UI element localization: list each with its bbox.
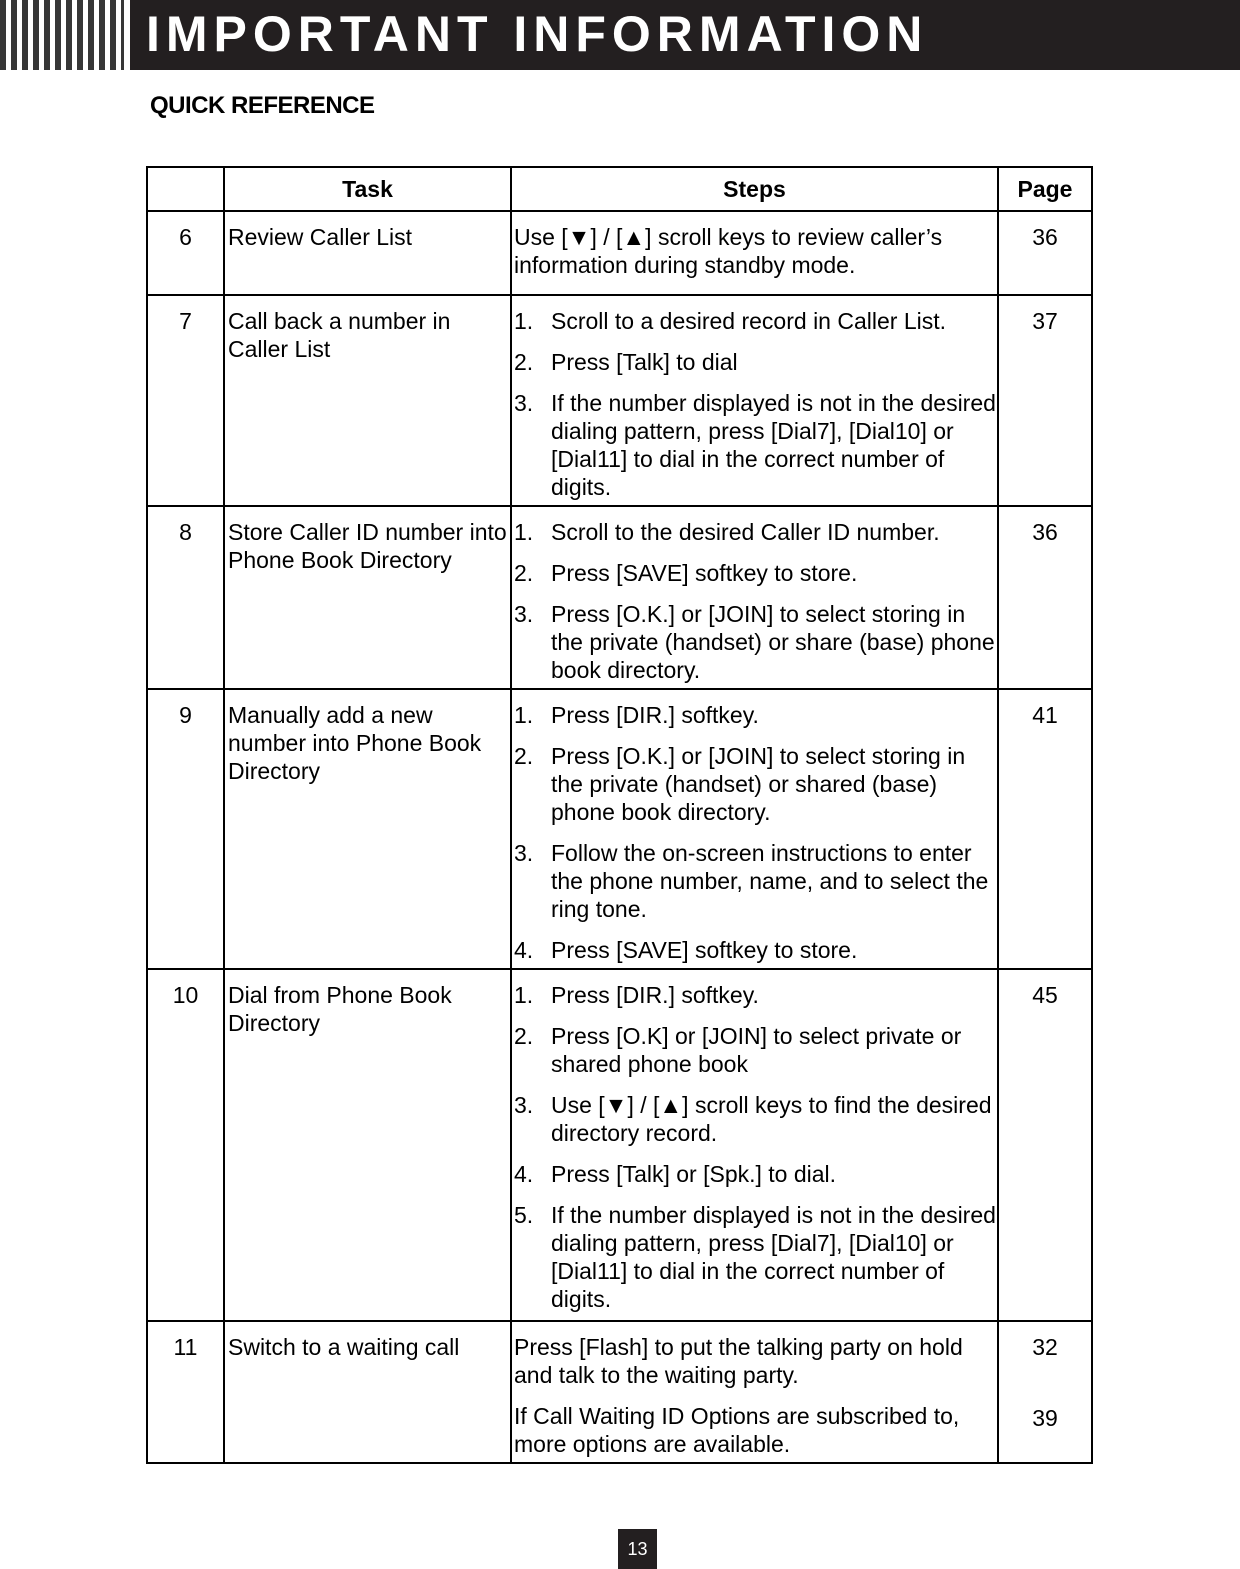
- header-pattern-decoration: [0, 0, 124, 70]
- step-number: 3.: [514, 601, 534, 627]
- table-row: [147, 506, 1092, 689]
- step-number: 4.: [514, 937, 534, 963]
- page-reference: 45: [1032, 982, 1058, 1008]
- column-header-page: Page: [998, 167, 1092, 211]
- step-item: [514, 1091, 997, 1147]
- page-cell: [998, 211, 1092, 295]
- page-reference: 39: [1032, 1405, 1058, 1431]
- page-reference: 41: [1032, 702, 1058, 728]
- step-number: 2.: [514, 349, 534, 375]
- task-cell: Review Caller List: [224, 211, 511, 295]
- step-paragraph: Use [▼] / [▲] scroll keys to review caller’s information during standby mode.: [514, 224, 943, 278]
- table-row: [147, 211, 1092, 295]
- step-paragraph: Press [Flash] to put the talking party on hold and talk to the waiting party.: [514, 1334, 963, 1388]
- table-row: [147, 689, 1092, 969]
- table-row: [147, 295, 1092, 506]
- step-text: Press [DIR.] softkey.: [551, 702, 759, 728]
- steps-cell: [511, 1321, 998, 1463]
- step-number: 1.: [514, 982, 534, 1008]
- step-number: 3.: [514, 390, 534, 416]
- step-item: [514, 600, 997, 684]
- step-number: 1.: [514, 702, 534, 728]
- row-number: 8: [147, 506, 224, 689]
- step-number: 3.: [514, 1092, 534, 1118]
- step-item: [514, 981, 997, 1009]
- step-number: 4.: [514, 1161, 534, 1187]
- step-number: 3.: [514, 840, 534, 866]
- table-row: [147, 969, 1092, 1321]
- page-cell: [998, 1321, 1092, 1463]
- page-cell: [998, 506, 1092, 689]
- step-text: Press [Talk] or [Spk.] to dial.: [551, 1161, 837, 1187]
- step-text: Press [DIR.] softkey.: [551, 982, 759, 1008]
- quick-reference-table: [146, 166, 1093, 1464]
- step-text: If the number displayed is not in the desired dialing pattern, press [Dial7], [Dial10] or [Dial11] to dial in the correct number of digits.: [551, 390, 996, 500]
- task-cell: Switch to a waiting call: [224, 1321, 511, 1463]
- steps-cell: [511, 211, 998, 295]
- steps-cell: [511, 969, 998, 1321]
- step-text: Scroll to the desired Caller ID number.: [551, 519, 940, 545]
- step-text: Press [Talk] to dial: [551, 349, 738, 375]
- step-paragraph: If Call Waiting ID Options are subscribed to, more options are available.: [514, 1403, 960, 1457]
- page-reference: 32: [1032, 1334, 1058, 1360]
- step-item: [514, 936, 997, 964]
- step-text: Scroll to a desired record in Caller List.: [551, 308, 946, 334]
- footer-page-number: 13: [618, 1529, 657, 1569]
- step-text: Follow the on-screen instructions to enter the phone number, name, and to select the ring tone.: [551, 840, 989, 922]
- row-number: 6: [147, 211, 224, 295]
- step-number: 1.: [514, 308, 534, 334]
- step-number: 1.: [514, 519, 534, 545]
- steps-cell: [511, 506, 998, 689]
- task-cell: Dial from Phone Book Directory: [224, 969, 511, 1321]
- page-cell: [998, 295, 1092, 506]
- page-cell: [998, 689, 1092, 969]
- step-item: [514, 389, 997, 501]
- section-title: QUICK REFERENCE: [150, 92, 375, 119]
- step-text: Use [▼] / [▲] scroll keys to find the desired directory record.: [551, 1092, 992, 1146]
- table-header-row: [147, 167, 1092, 211]
- step-number: 2.: [514, 743, 534, 769]
- step-text: If the number displayed is not in the desired dialing pattern, press [Dial7], [Dial10] or [Dial11] to dial in the correct number of digits.: [551, 1202, 996, 1312]
- step-item: [514, 839, 997, 923]
- table-body: [147, 211, 1092, 1463]
- step-number: 2.: [514, 1023, 534, 1049]
- steps-cell: [511, 689, 998, 969]
- step-item: [514, 518, 997, 546]
- page-reference: 36: [1032, 224, 1058, 250]
- step-text: Press [SAVE] softkey to store.: [551, 560, 858, 586]
- step-item: [514, 701, 997, 729]
- step-number: 5.: [514, 1202, 534, 1228]
- column-header-number: [147, 167, 224, 211]
- task-cell: Store Caller ID number into Phone Book Directory: [224, 506, 511, 689]
- step-text: Press [O.K.] or [JOIN] to select storing in the private (handset) or shared (base) phone book directory.: [551, 743, 966, 825]
- task-cell: Manually add a new number into Phone Book Directory: [224, 689, 511, 969]
- step-item: [514, 1022, 997, 1078]
- row-number: 7: [147, 295, 224, 506]
- header-bar: [130, 0, 1240, 70]
- page-reference: 36: [1032, 519, 1058, 545]
- step-item: [514, 742, 997, 826]
- row-number: 9: [147, 689, 224, 969]
- step-number: 2.: [514, 560, 534, 586]
- task-cell: Call back a number in Caller List: [224, 295, 511, 506]
- row-number: 11: [147, 1321, 224, 1463]
- step-item: [514, 307, 997, 335]
- step-text: Press [O.K.] or [JOIN] to select storing in the private (handset) or share (base) phone book directory.: [551, 601, 995, 683]
- page-reference: 37: [1032, 308, 1058, 334]
- row-number: 10: [147, 969, 224, 1321]
- step-text: Press [O.K] or [JOIN] to select private or shared phone book: [551, 1023, 962, 1077]
- page-cell: [998, 969, 1092, 1321]
- step-item: [514, 559, 997, 587]
- steps-cell: [511, 295, 998, 506]
- column-header-task: Task: [224, 167, 511, 211]
- table-row: [147, 1321, 1092, 1463]
- step-item: [514, 1160, 997, 1188]
- step-item: [514, 348, 997, 376]
- step-item: [514, 1201, 997, 1313]
- column-header-steps: Steps: [511, 167, 998, 211]
- page-title: IMPORTANT INFORMATION: [146, 6, 929, 62]
- step-text: Press [SAVE] softkey to store.: [551, 937, 858, 963]
